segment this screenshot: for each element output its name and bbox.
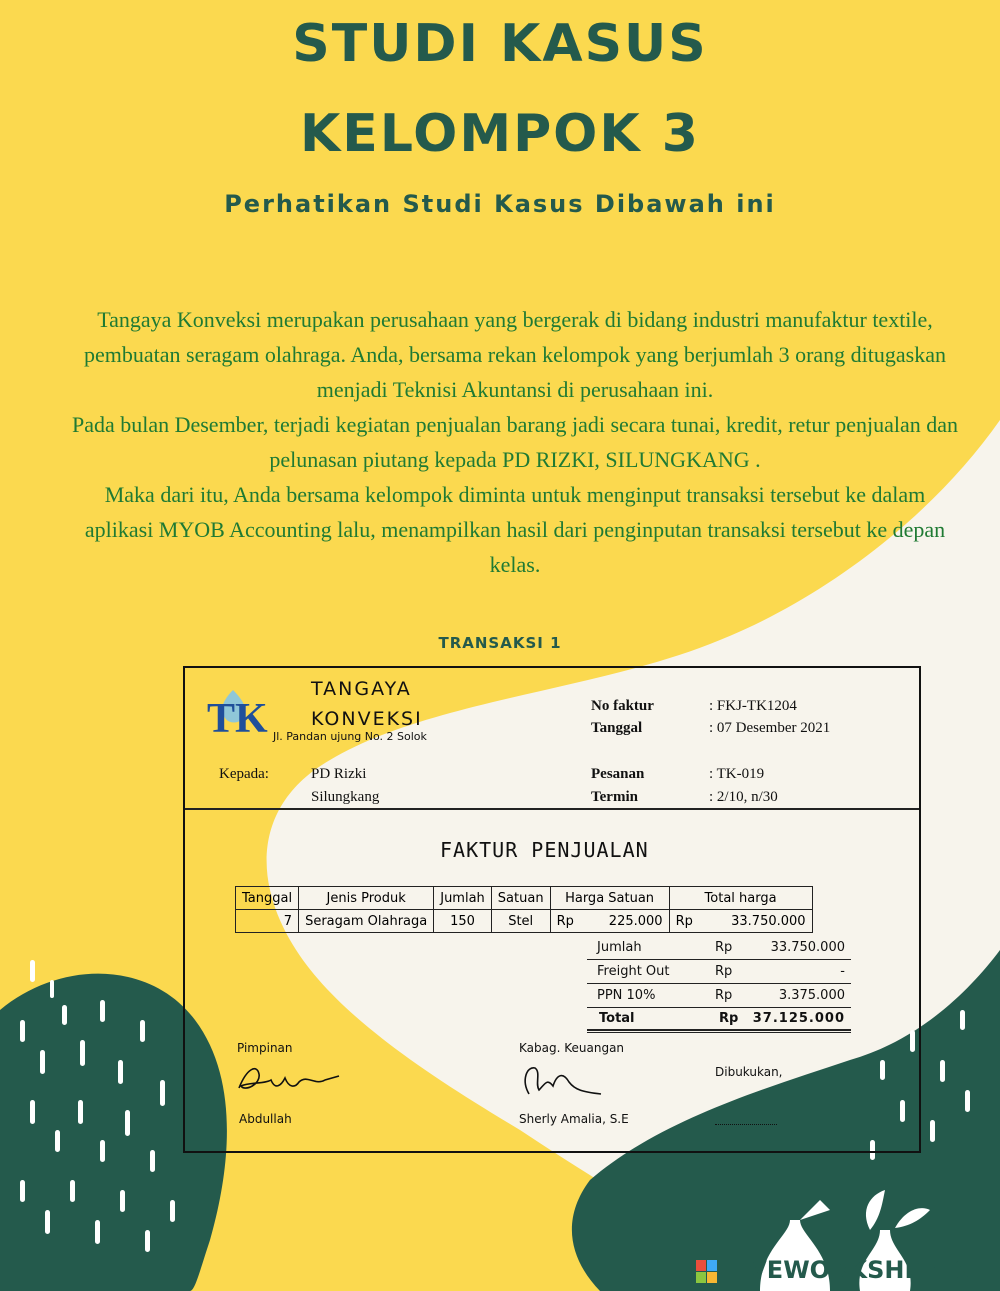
page-title-line1: STUDI KASUS [292,14,708,74]
col-jumlah: Jumlah [434,887,492,910]
tanggal-label: Tanggal [591,720,643,736]
cell-jumlah: 150 [434,910,492,933]
harga-value: 225.000 [608,913,663,929]
pesanan-value: : TK-019 [709,766,765,782]
summary-freight-label: Freight Out [597,964,670,979]
header-divider [185,808,919,810]
summary-line [587,1007,851,1008]
summary-ppn-currency: Rp [715,988,733,1003]
cell-harga [550,910,669,933]
paragraph-2: Pada bulan Desember, terjadi kegiatan penjualan barang jadi secara tunai, kredit, retur penjualan dan pelunasan piutang kepada PD RIZKI, SILUNGKANG . [71,412,959,472]
kabag-title: Kabag. Keuangan [519,1041,625,1055]
summary-total-line [587,1029,851,1031]
paragraph-3: Maka dari itu, Anda bersama kelompok diminta untuk menginput transaksi tersebut ke dalam aplikasi MYOB Accounting lalu, menampilkan hasil dari penginputan transaksi tersebut ke depan kelas. [84,482,946,577]
company-address: Jl. Pandan ujung No. 2 Solok [273,730,427,743]
kabag-signature [517,1060,607,1100]
company-name-line1: TANGAYA [311,678,412,700]
col-harga-satuan: Harga Satuan [550,887,669,910]
col-tanggal: Tanggal [236,887,299,910]
col-satuan: Satuan [491,887,550,910]
customer-city: Silungkang [311,789,380,805]
items-table [235,886,813,933]
customer-name: PD Rizki [311,766,367,782]
summary-total-currency: Rp [719,1011,739,1026]
cell-satuan: Stel [491,910,550,933]
invoice-title: FAKTUR PENJUALAN [440,838,649,862]
summary-jumlah-value: 33.750.000 [770,940,845,955]
summary-total-label: Total [599,1011,635,1026]
termin-value: : 2/10, n/30 [709,789,778,805]
page-title-line2: KELOMPOK 3 [300,104,700,164]
logo-text: TK [207,696,268,742]
pesanan-label: Pesanan [591,766,645,782]
paragraph-1: Tangaya Konveksi merupakan perusahaan yang bergerak di bidang industri manufaktur textile, pembuatan seragam olahraga. Anda, bersama rekan kelompok yang berjumlah 3 orang ditugaskan menjadi Teknisi Akuntansi di perusahaan ini. [84,307,946,402]
summary-line [587,959,851,960]
cell-produk: Seragam Olahraga [299,910,434,933]
col-total-harga: Total harga [669,887,812,910]
tanggal-value: : 07 Desember 2021 [709,720,831,736]
sales-invoice [183,666,921,1153]
pimpinan-name: Abdullah [239,1112,292,1126]
liveworksheets-watermark: LIVEWORKSHEETS [724,1256,971,1284]
summary-freight-value: - [840,964,845,979]
liveworksheets-logo-icon [696,1260,718,1284]
summary-line [587,983,851,984]
termin-label: Termin [591,789,638,805]
page-subtitle: Perhatikan Studi Kasus Dibawah ini [224,190,776,218]
col-jenis-produk: Jenis Produk [299,887,434,910]
dibukukan-label: Dibukukan, [715,1065,783,1079]
kabag-name: Sherly Amalia, S.E [519,1112,629,1126]
summary-freight-currency: Rp [715,964,733,979]
table-row [236,910,813,933]
total-currency: Rp [675,913,693,929]
summary-jumlah-currency: Rp [715,940,733,955]
pimpinan-signature [235,1060,345,1100]
total-value: 33.750.000 [731,913,806,929]
cell-tanggal: 7 [236,910,299,933]
no-faktur-value: : FKJ-TK1204 [709,698,797,714]
summary-total-value: 37.125.000 [752,1011,845,1026]
summary-ppn-label: PPN 10% [597,988,656,1003]
company-name-line2: KONVEKSI [311,708,423,730]
company-logo [205,686,268,742]
summary-total-line-double [587,1032,851,1033]
summary-jumlah-label: Jumlah [597,940,642,955]
pimpinan-title: Pimpinan [237,1041,293,1055]
dibukukan-signature-line [715,1124,777,1125]
harga-currency: Rp [556,913,574,929]
kepada-label: Kepada: [219,766,269,782]
table-header-row [236,887,813,910]
cell-total [669,910,812,933]
summary-ppn-value: 3.375.000 [778,988,845,1003]
case-description [70,302,960,582]
transaction-label: TRANSAKSI 1 [438,634,562,652]
no-faktur-label: No faktur [591,698,654,714]
